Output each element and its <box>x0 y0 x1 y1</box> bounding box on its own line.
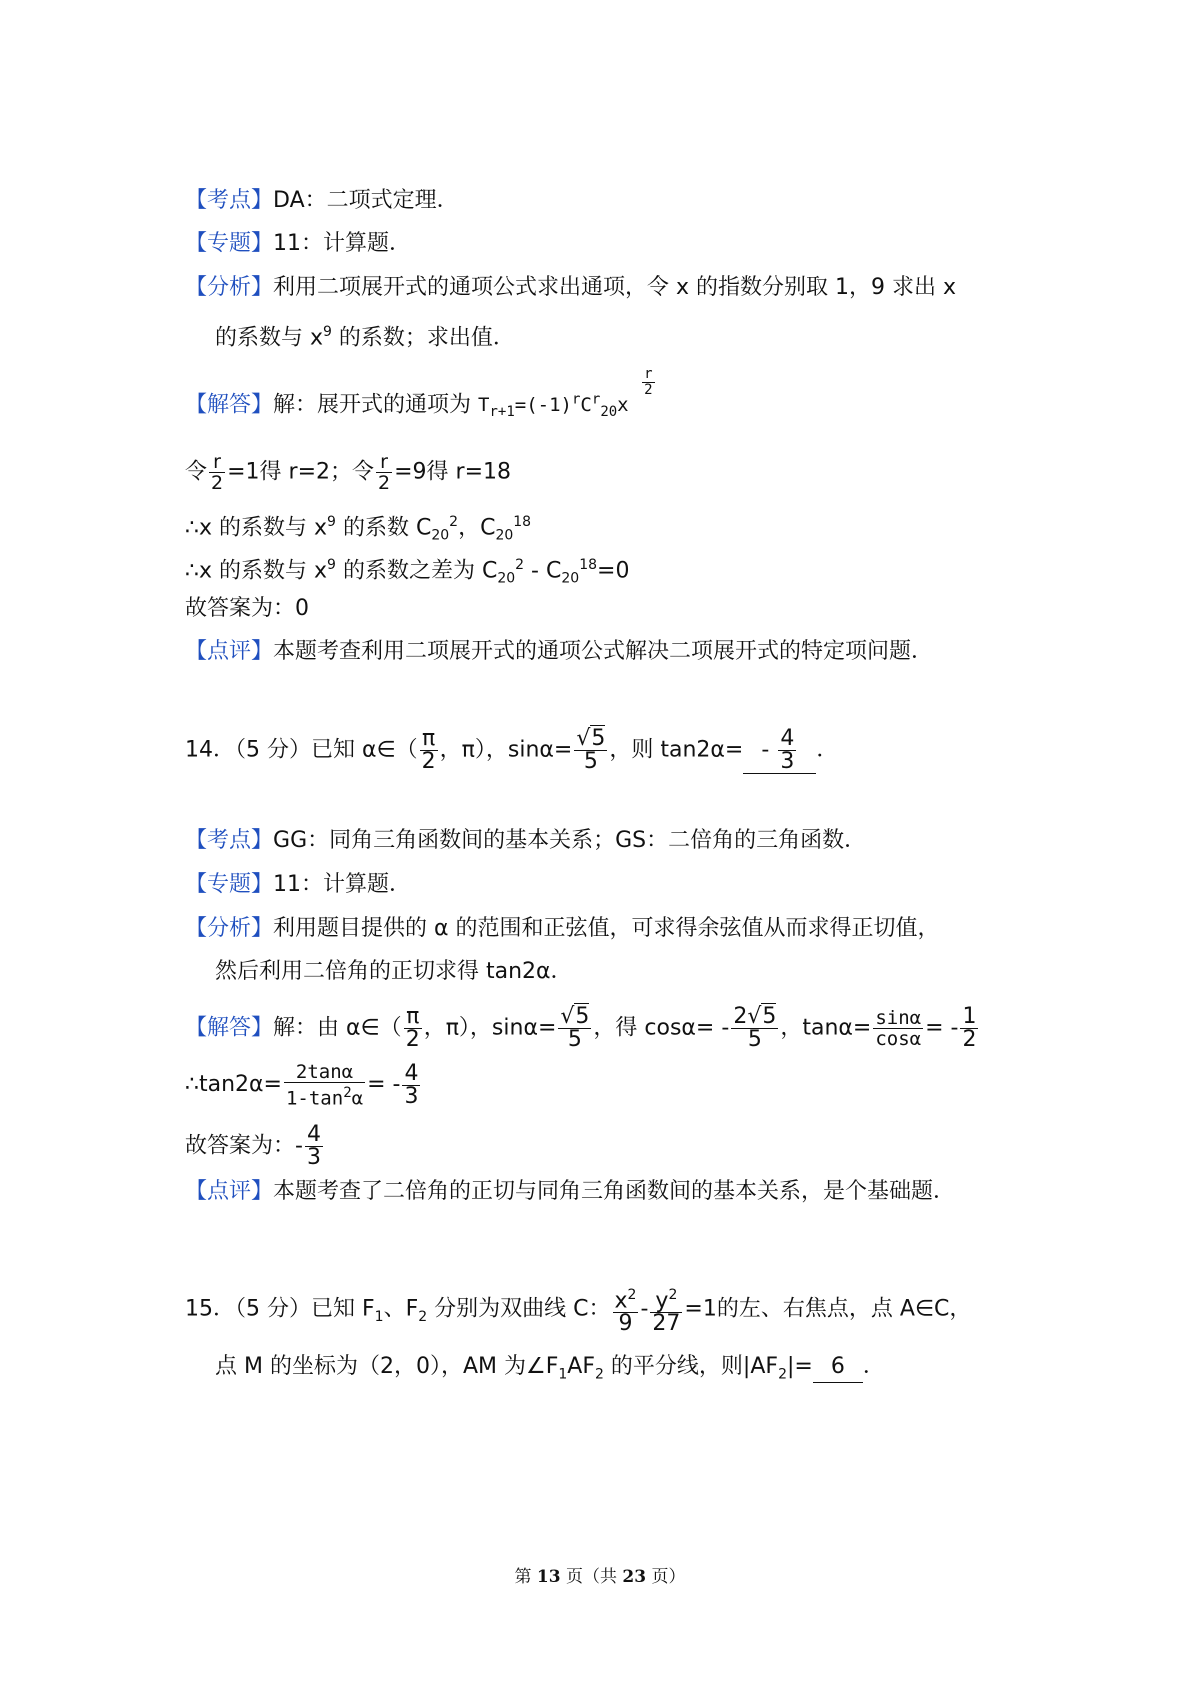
page-footer: 第 13 页（共 23 页） <box>514 1567 686 1587</box>
q14-answer-blank: - $\frac{4}{3}$ <box>743 728 816 774</box>
general-term-formula: $T_{r+1}=(-1)^rC^r_{20}x$ $\frac{r}{2}$ <box>478 366 653 421</box>
q14-answer: 故答案为：- $\frac{4}{3}$ <box>185 1122 321 1170</box>
q13-jieda: 【解答】解：展开式的通项为 $T_{r+1}=(-1)^rC^r_{20}x$ $\frac{r}{2}$ <box>185 385 657 427</box>
q13-therefore1: ∴x 的系数与 $x^9$ 的系数 $C_{20}^2$，$C_{20}^{18}$ <box>185 514 532 544</box>
q13-therefore2: ∴x 的系数与 $x^9$ 的系数之差为 $C_{20}^2 - C_{20}^{18}=0$ <box>185 557 630 587</box>
q13-answer: 故答案为：0 <box>185 596 309 621</box>
q14-dianping: 【点评】本题考查了二倍角的正切与同角三角函数间的基本关系，是个基础题． <box>185 1179 956 1204</box>
jieda-tag: 【解答】 <box>185 392 274 418</box>
q14-stem: 14．（5 分）已知 α∈（ $\frac{\pi}{2}$ ，π），sinα= $\frac{√5}{5}$ ，则 tan2α= - $\frac{4}{3}$ ． <box>185 726 839 774</box>
q14-tan2a: ∴tan2α= $\frac{2\tan\alpha}{1-\tan^2\alpha}$ = - $\frac{4}{3}$ <box>185 1060 419 1110</box>
q15-stem: 15．（5 分）已知 $F_1$、$F_2$ 分别为双曲线 C： $\frac{x^2}{9}$ - $\frac{y^2}{27}$ =1的左、右焦点，点 A∈C， <box>185 1284 971 1335</box>
fenxi-tag: 【分析】 <box>185 275 274 300</box>
q13-kaodian <box>185 186 459 216</box>
q14-fenxi-line2: 然后利用二倍角的正切求得 tan2α． <box>215 959 573 984</box>
q13-fenxi <box>185 273 956 303</box>
fenxi-line1: 利用二项展开式的通项公式求出通项，令 x 的指数分别取 1，9 求出 x <box>273 275 957 300</box>
q13-fenxi-line2: 的系数与 $x^9$ 的系数；求出值． <box>215 324 515 351</box>
zhuanti-text: 11：计算题． <box>273 231 412 256</box>
q13-ling: 令 $\frac{r}{2}$ =1得 r=2；令 $\frac{r}{2}$ =9得 r=18 <box>185 451 512 494</box>
q15-line2: 点 M 的坐标为（2，0），AM 为$\angle F_1AF_2$ 的平分线，则$|AF_2|= 6$ ． <box>215 1354 885 1383</box>
q13-dianping: 【点评】本题考查利用二项展开式的通项公式解决二项展开式的特定项问题． <box>185 639 934 664</box>
q13-zhuanti <box>185 229 411 259</box>
q14-kaodian: 【考点】GG：同角三角函数间的基本关系；GS：二倍角的三角函数． <box>185 828 867 853</box>
q14-fenxi: 【分析】利用题目提供的 α 的范围和正弦值，可求得余弦值从而求得正切值， <box>185 916 940 941</box>
zhuanti-tag: 【专题】 <box>185 231 274 256</box>
kaodian-text: DA：二项式定理． <box>273 188 459 213</box>
q15-answer-blank: 6 <box>813 1352 863 1383</box>
q14-zhuanti: 【专题】11：计算题． <box>185 872 412 897</box>
q14-jieda: 【解答】解：由 α∈（ $\frac{\pi}{2}$ ，π），sinα= $\frac{√5}{5}$ ，得 cosα= - $\frac{2√5}{5}$ ，tanα= $\frac{\sin\alpha}{\cos\alpha}$ = - $\frac{1}{2}$ <box>185 1004 977 1052</box>
kaodian-tag: 【考点】 <box>185 188 274 213</box>
